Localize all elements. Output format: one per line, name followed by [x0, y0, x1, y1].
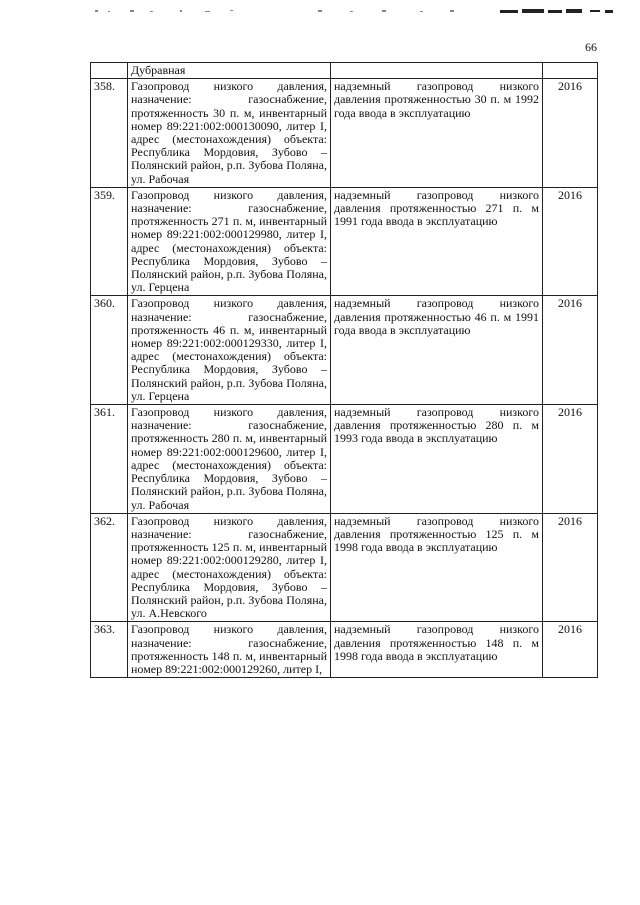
table-row: [91, 79, 598, 188]
cell-name: Газопровод низкого давления, назначение: газоснабжение, протяженность 280 п. м, инвентарный номер 89:221:002:000129600, литер I, адрес (местонахождения) объекта: Республика Мордовия, Зубово – Полянский район, р.п. Зубова Поляна, ул. Рабочая: [128, 405, 331, 514]
cell-number: 359.: [91, 187, 128, 296]
table-row: [91, 296, 598, 405]
cell-year: 2016: [543, 405, 598, 514]
cell-description: надземный газопровод низкого давления протяженностью 30 п. м 1992 года ввода в эксплуатацию: [331, 79, 543, 188]
cell-year: 2016: [543, 79, 598, 188]
cell-name: Газопровод низкого давления, назначение: газоснабжение, протяженность 125 п. м, инвентарный номер 89:221:002:000129280, литер I, адрес (местонахождения) объекта: Республика Мордовия, Зубово – Полянский район, р.п. Зубова Поляна, ул. А.Невского: [128, 513, 331, 622]
cell-description: надземный газопровод низкого давления протяженностью 280 п. м 1993 года ввода в эксплуатацию: [331, 405, 543, 514]
cell-number: 358.: [91, 79, 128, 188]
cell-number: 362.: [91, 513, 128, 622]
table-row: [91, 187, 598, 296]
cell-name: Газопровод низкого давления, назначение: газоснабжение, протяженность 30 п. м, инвентарный номер 89:221:002:000130090, литер I, адрес (местонахождения) объекта: Республика Мордовия, Зубово – Полянский район, р.п. Зубова Поляна, ул. Рабочая: [128, 79, 331, 188]
registry-table: [90, 62, 598, 678]
scan-noise-decoration: [0, 4, 640, 18]
cell-year: 2016: [543, 622, 598, 678]
table-row: [91, 405, 598, 514]
cell-year: [543, 63, 598, 79]
cell-description: [331, 63, 543, 79]
cell-number: 360.: [91, 296, 128, 405]
table-row-continuation: [91, 63, 598, 79]
cell-name: Газопровод низкого давления, назначение: газоснабжение, протяженность 46 п. м, инвентарный номер 89:221:002:000129330, литер I, адрес (местонахождения) объекта: Республика Мордовия, Зубово – Полянский район, р.п. Зубова Поляна, ул. Герцена: [128, 296, 331, 405]
cell-year: 2016: [543, 513, 598, 622]
cell-number: [91, 63, 128, 79]
cell-year: 2016: [543, 187, 598, 296]
table-row: [91, 622, 598, 678]
cell-description: надземный газопровод низкого давления протяженностью 125 п. м 1998 года ввода в эксплуатацию: [331, 513, 543, 622]
cell-year: 2016: [543, 296, 598, 405]
cell-number: 361.: [91, 405, 128, 514]
table-row: [91, 513, 598, 622]
cell-description: надземный газопровод низкого давления протяженностью 271 п. м 1991 года ввода в эксплуатацию: [331, 187, 543, 296]
cell-name: Газопровод низкого давления, назначение: газоснабжение, протяженность 148 п. м, инвентарный номер 89:221:002:000129260, литер I,: [128, 622, 331, 678]
page-number: 66: [585, 40, 597, 54]
cell-name: Дубравная: [128, 63, 331, 79]
cell-name: Газопровод низкого давления, назначение: газоснабжение, протяженность 271 п. м, инвентарный номер 89:221:002:000129980, литер I, адрес (местонахождения) объекта: Республика Мордовия, Зубово – Полянский район, р.п. Зубова Поляна, ул. Герцена: [128, 187, 331, 296]
cell-description: надземный газопровод низкого давления протяженностью 46 п. м 1991 года ввода в эксплуатацию: [331, 296, 543, 405]
cell-description: надземный газопровод низкого давления протяженностью 148 п. м 1998 года ввода в эксплуатацию: [331, 622, 543, 678]
cell-number: 363.: [91, 622, 128, 678]
